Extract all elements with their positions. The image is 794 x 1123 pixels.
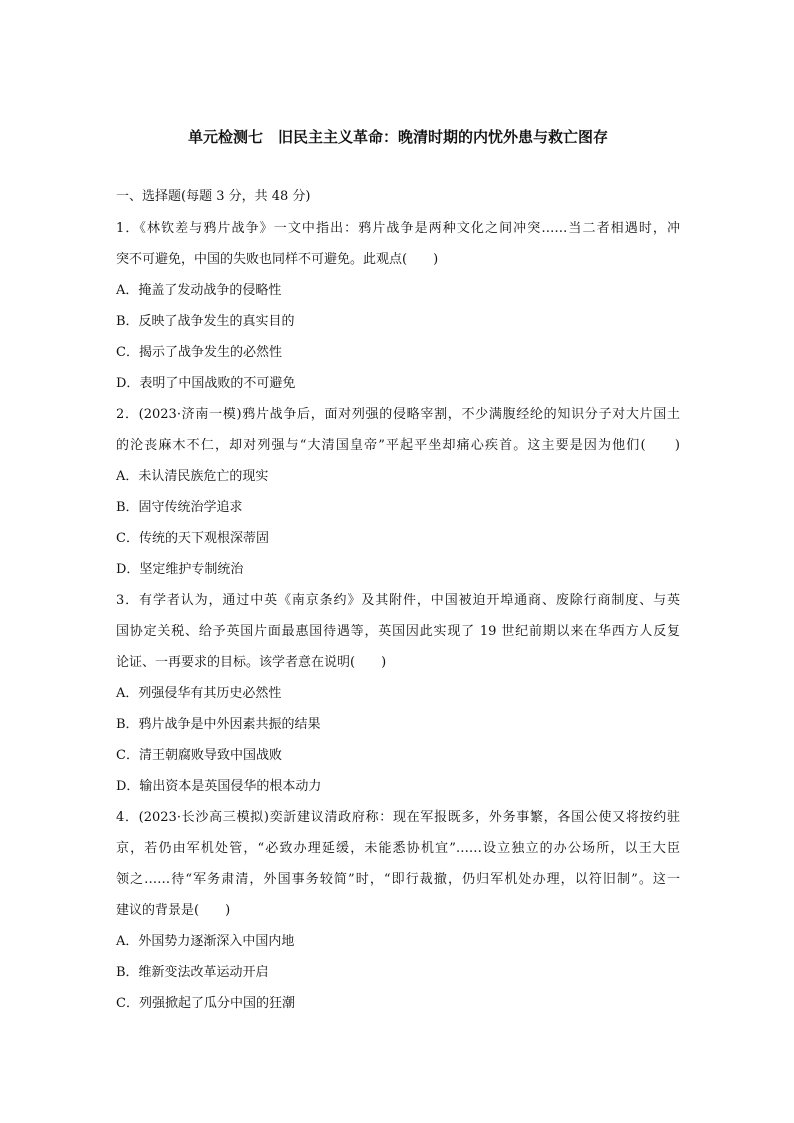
option-d: D．输出资本是英国侵华的根本动力 <box>116 779 322 794</box>
option-a: A．未认清民族危亡的现实 <box>116 469 269 484</box>
option-b: B．维新变法改革运动开启 <box>116 965 269 980</box>
option-a: A．列强侵华有其历史必然性 <box>116 686 282 701</box>
option-c: C．清王朝腐败导致中国战败 <box>116 748 282 763</box>
option-b: B．鸦片战争是中外因素共振的结果 <box>116 717 321 732</box>
question-stem-line: 3．有学者认为，通过中英《南京条约》及其附件，中国被迫开埠通商、废除行商制度、与英 <box>116 593 680 608</box>
question-2 <box>116 399 680 585</box>
question-stem-line: 国协定关税、给予英国片面最惠国待遇等，英国因此实现了 19 世纪前期以来在华西方人反复 <box>116 624 680 639</box>
option-c: C．传统的天下观根深蒂固 <box>116 531 269 546</box>
question-1 <box>116 213 680 399</box>
question-4 <box>116 802 680 1019</box>
option-b: B．反映了战争发生的真实目的 <box>116 314 295 329</box>
question-3 <box>116 585 680 802</box>
option-a: A．掩盖了发动战争的侵略性 <box>116 283 282 298</box>
option-a: A．外国势力逐渐深入中国内地 <box>116 934 295 949</box>
question-stem-line: 领之……待“军务肃清，外国事务较简”时，“即行裁撤，仍归军机处办理，以符旧制”。这一 <box>116 872 680 887</box>
option-d: D．表明了中国战败的不可避免 <box>116 376 296 391</box>
question-stem-line: 1．《林钦差与鸦片战争》一文中指出：鸦片战争是两种文化之间冲突……当二者相遇时，冲 <box>116 221 680 236</box>
option-c: C．列强掀起了瓜分中国的狂潮 <box>116 996 295 1011</box>
option-d: D．坚定维护专制统治 <box>116 562 244 577</box>
question-stem-line: 的沦丧麻木不仁，却对列强与“大清国皇帝”平起平坐却痛心疾首。这主要是因为他们( ) <box>116 438 680 453</box>
option-c: C．揭示了战争发生的必然性 <box>116 345 282 360</box>
document-page <box>116 122 680 1019</box>
question-stem-line: 突不可避免，中国的失败也同样不可避免。此观点( ) <box>116 252 439 267</box>
section-heading: 一、选择题(每题 3 分，共 48 分) <box>116 189 311 204</box>
question-stem-line: 2．(2023·济南一模)鸦片战争后，面对列强的侵略宰割，不少满腹经纶的知识分子对大片国土 <box>116 407 680 422</box>
question-stem-line: 论证、一再要求的目标。该学者意在说明( ) <box>116 655 387 670</box>
question-stem-line: 建议的背景是( ) <box>116 903 231 918</box>
question-stem-line: 京，若仍由军机处管，“必致办理延缓，未能悉协机宜”……设立独立的办公场所，以王大臣 <box>116 841 680 856</box>
document-title: 单元检测七 旧民主主义革命：晚清时期的内忧外患与救亡图存 <box>187 128 608 146</box>
question-stem-line: 4．(2023·长沙高三模拟)奕訢建议清政府称：现在军报既多，外务事繁，各国公使又将按约驻 <box>116 810 680 825</box>
option-b: B．固守传统治学追求 <box>116 500 243 515</box>
